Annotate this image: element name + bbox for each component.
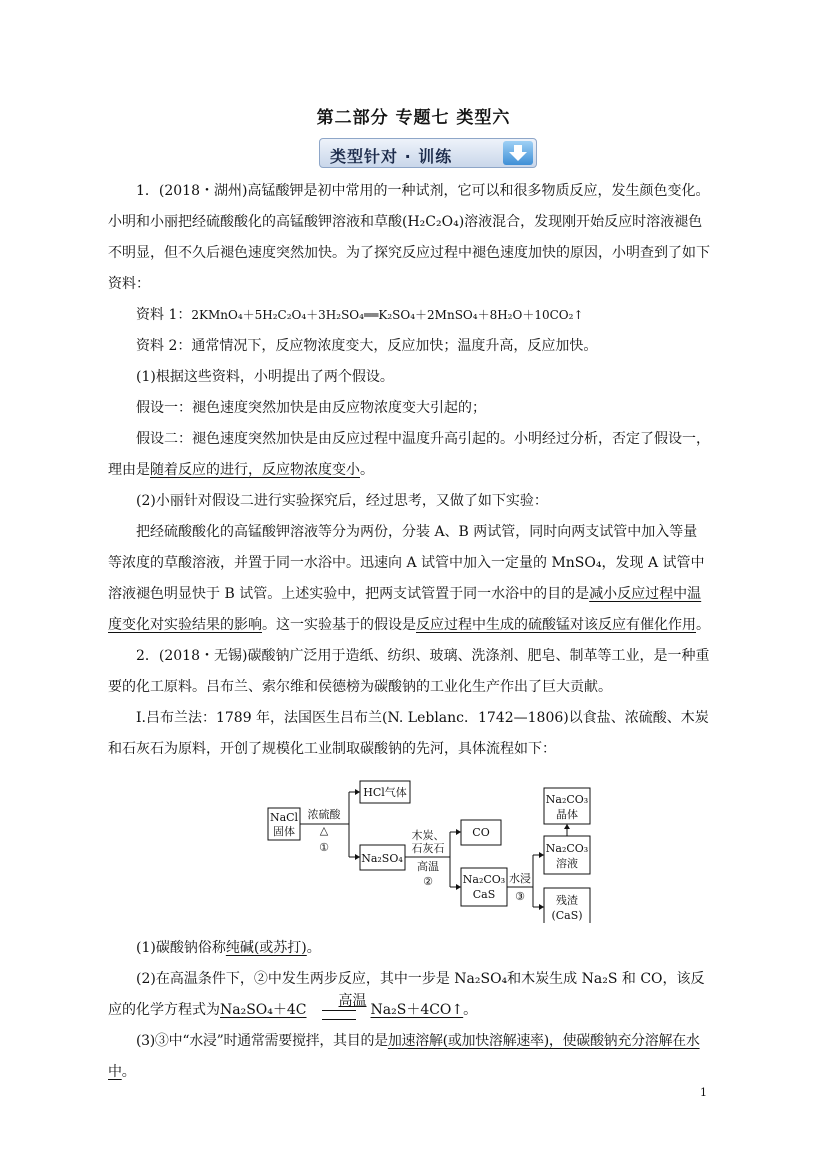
hyp2-answer: 随着反应的进行，反应物浓度变小: [150, 462, 360, 478]
down-arrow-icon: [503, 141, 533, 165]
flow-step2-num: ②: [423, 875, 433, 888]
q1-hyp2: [108, 424, 710, 486]
a2-right: Na₂S＋4CO↑: [370, 1002, 464, 1018]
a2-end: 。: [463, 1002, 478, 1018]
content: [108, 176, 710, 1088]
q2-part1: Ⅰ.吕布兰法：1789 年，法国医生吕布兰(N. Leblanc．1742—1806)以食盐、浓硫酸、木炭和石灰石为原料，开创了规模化工业制取碳酸钠的先河，具体流程如下：: [108, 710, 709, 757]
a3-question: (3)③中“水浸”时通常需要搅拌，其目的是: [136, 1033, 388, 1049]
hyp2-end: 。: [360, 462, 374, 478]
flow-step1-heat: △: [319, 824, 329, 837]
hyp2-text: 假设二：褪色速度突然加快是由反应过程中温度升高引起的。小明经过分析，否定了假设一，理由是: [108, 431, 710, 478]
a1-answer: 纯碱(或苏打): [225, 940, 307, 956]
exp-text: 把经硫酸酸化的高锰酸钾溶液等分为两份，分装 A、B 两试管，同时向两支试管中加入等量等浓度的草酸溶液，并置于同一水浴中。迅速向 A 试管中加入一定量的 MnSO₄，发现 A 试管中溶液褪色明显快于 B 试管。上述实验中，把两支试管置于同一水浴中的目的是: [108, 524, 705, 602]
q1-ref2: 资料 2：通常情况下，反应物浓度变大，反应加快；温度升高，反应加快。: [136, 338, 598, 354]
flow-nacl: NaCl: [269, 811, 299, 824]
flow-step2-a: 木炭、: [411, 829, 445, 842]
page-title: 第二部分 专题七 类型六: [316, 108, 511, 128]
equals-bar: [322, 1010, 356, 1020]
q1-ref1: [108, 300, 710, 331]
a2-condition: [311, 993, 367, 1020]
ref1-equation: 2KMnO₄＋5H₂C₂O₄＋3H₂SO₄══K₂SO₄＋2MnSO₄＋8H₂O＋10CO₂↑: [191, 308, 584, 322]
q2-intro: 2．(2018・无锡)碳酸钠广泛用于造纸、纺织、玻璃、洗涤剂、肥皂、制革等工业，是一种重要的化工原料。吕布兰、索尔维和侯德榜为碳酸钠的工业化生产作出了巨大贡献。: [108, 648, 710, 695]
flow-residue-1: 残渣: [556, 894, 578, 907]
flow-crystal-2: 晶体: [556, 808, 578, 821]
flow-step1-reagent: 浓硫酸: [307, 808, 341, 821]
exp-answer-2: 反应过程中生成的硫酸锰对该反应有催化作用: [416, 617, 696, 633]
q1-hyp1: 假设一：褪色速度突然加快是由反应物浓度变大引起的；: [136, 400, 486, 416]
page-number: 1: [700, 1086, 707, 1099]
q1-experiment: [108, 517, 710, 641]
banner-label: 类型针对 · 训练: [330, 147, 453, 166]
a3-answer: 加速溶解(或加快溶解速率)，使碳酸钠充分溶解在水中: [108, 1033, 700, 1080]
a3-end: 。: [121, 1064, 136, 1080]
section-banner: [319, 138, 537, 168]
q2-a1: [108, 933, 710, 964]
process-flowchart: [108, 773, 710, 923]
flow-hcl: HCl气体: [363, 786, 407, 799]
a1-end: 。: [306, 940, 321, 956]
flow-crystal-1: Na₂CO₃: [545, 793, 589, 806]
flow-step2-b: 石灰石: [411, 842, 445, 855]
flow-mix-2: CaS: [472, 888, 496, 901]
flow-step3-num: ③: [515, 890, 525, 903]
flow-step3: 水浸: [509, 872, 531, 885]
ref1-label: 资料 1：: [136, 307, 192, 323]
a2-condition-text: 高温: [338, 992, 367, 1009]
flow-co: CO: [472, 826, 490, 839]
a2-question: (2)在高温条件下，②中发生两步反应，其中一步是 Na₂SO₄和木炭生成 Na₂S 和 CO，该反应的化学方程式为: [108, 971, 705, 1018]
q1-sub1: (1)根据这些资料，小明提出了两个假设。: [136, 369, 394, 385]
flow-mix-1: Na₂CO₃: [462, 873, 506, 886]
flow-residue-2: (CaS): [551, 909, 583, 922]
q1-sub2: (2)小丽针对假设二进行实验探究后，经过思考，又做了如下实验：: [136, 493, 548, 509]
exp-text-2: 。这一实验基于的假设是: [262, 617, 416, 633]
flow-nacl-state: 固体: [273, 825, 295, 838]
flow-solution-1: Na₂CO₃: [545, 842, 589, 855]
flow-na2so4: Na₂SO₄: [361, 852, 403, 865]
a1-question: (1)碳酸钠俗称: [136, 940, 226, 956]
exp-end: 。: [696, 617, 710, 633]
flow-step2-c: 高温: [417, 860, 439, 873]
q2-a2: [108, 964, 710, 1026]
q2-a3: [108, 1026, 710, 1088]
flow-solution-2: 溶液: [556, 857, 578, 870]
flow-step1-num: ①: [319, 841, 329, 854]
exp-answer-1: 减小反应过程中温度变化对实验结果的影响: [108, 586, 702, 633]
q1-intro: 1．(2018・湖州)高锰酸钾是初中常用的一种试剂，它可以和很多物质反应，发生颜色变化。小明和小丽把经硫酸酸化的高锰酸钾溶液和草酸(H₂C₂O₄)溶液混合，发现刚开始反应时溶液褪色不明显，但不久后褪色速度突然加快。为了探究反应过程中褪色速度加快的原因，小明查到了如下资料：: [108, 183, 710, 292]
a2-left: Na₂SO₄＋4C: [220, 1002, 307, 1018]
